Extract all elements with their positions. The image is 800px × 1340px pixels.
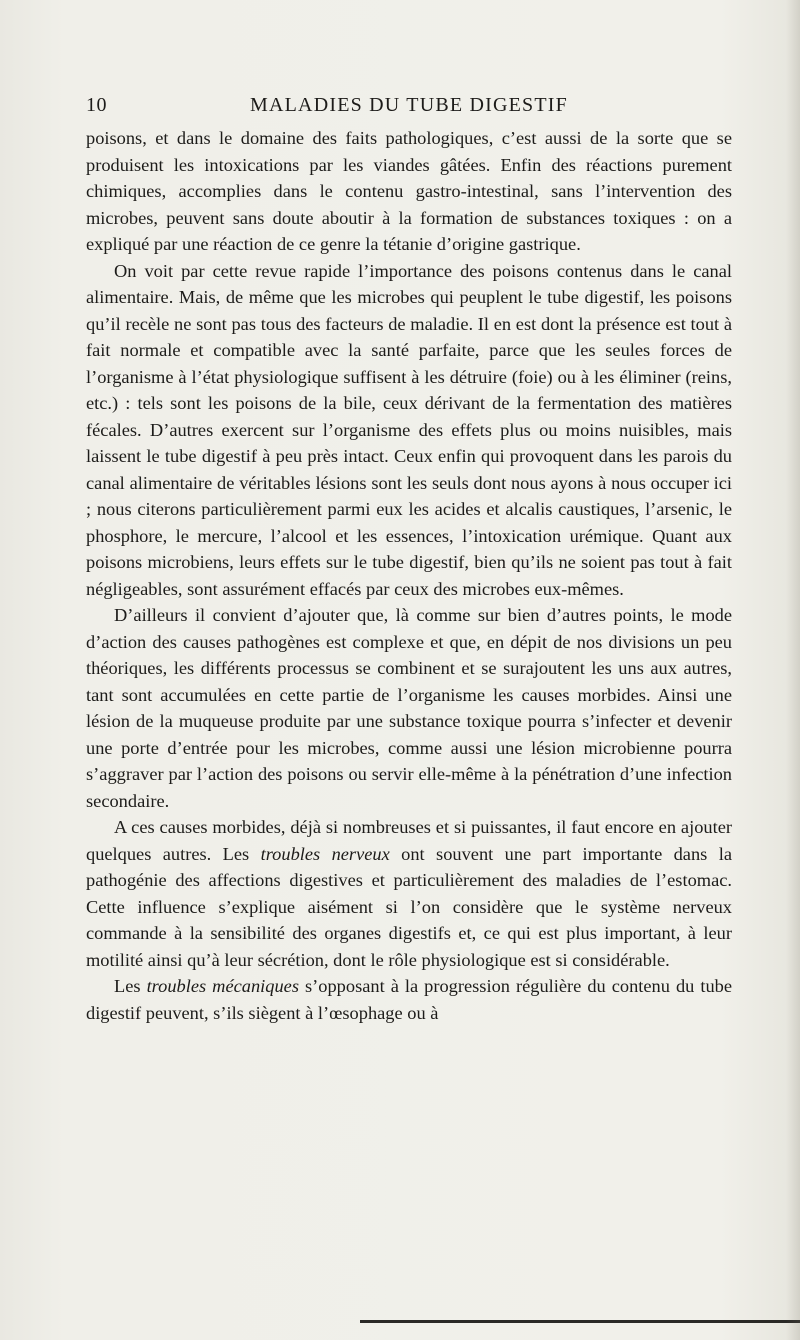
body-text — [86, 125, 732, 1026]
paragraph — [86, 814, 732, 973]
italic-term: troubles mécaniques — [146, 976, 299, 996]
text-run: Les — [114, 976, 147, 996]
text-run: On voit par cette revue rapide l’importance des poisons contenus dans le canal alimentaire. Mais, de même que les microbes qui peuplent le tube digestif, les poisons qu’il recèle ne sont pas tous des facteurs de maladie. Il en est dont la présence est tout à fait normale et compatible avec la santé parfaite, parce que les seules forces de l’organisme à l’état physiologique suffisent à les détruire (foie) ou à les éliminer (reins, etc.) : tels sont les poisons de la bile, ceux dérivant de la fermentation des matières fécales. D’autres exercent sur l’organisme des effets plus ou moins nuisibles, mais laissent le tube digestif à peu près intact. Ceux enfin qui provoquent dans les parois du canal alimentaire de véritables lésions sont les seuls dont nous ayons à nous occuper ici ; nous citerons particulièrement parmi eux les acides et alcalis caustiques, l’arsenic, le phosphore, le mercure, l’alcool et les essences, l’intoxication urémique. Quant aux poisons microbiens, leurs effets sur le tube digestif, bien qu’ils ne soient pas tout à fait négligeables, sont assurément effacés par ceux des microbes eux-mêmes. — [86, 260, 732, 599]
text-run: poisons, et dans le domaine des faits pathologiques, c’est aussi de la sorte que se produisent les intoxications par les viandes gâtées. Enfin des réactions purement chimiques, accomplies dans le contenu gastro-intestinal, sans l’intervention des microbes, peuvent sans doute aboutir à la formation de substances toxiques : on a expliqué par une réaction de ce genre la tétanie d’origine gastrique. — [86, 128, 732, 254]
text-run: A ces causes morbides, déjà si nombreuses et si puissantes, il faut encore en ajouter quelques autres. Les — [86, 817, 732, 864]
paragraph — [86, 973, 732, 1026]
text-run: D’ailleurs il convient d’ajouter que, là comme sur bien d’autres points, le mode d’action des causes pathogènes est complexe et que, en dépit de nos divisions un peu théoriques, les différents processus se combinent et se surajoutent les uns aux autres, tant sont accumulées en cette partie de l’organisme les causes morbides. Ainsi une lésion de la muqueuse produite par une substance toxique pourra s’infecter et devenir une porte d’entrée pour les microbes, comme aussi une lésion microbienne pourra s’aggraver par l’action des poisons ou servir elle-même à la pénétration d’une infection secondaire. — [86, 605, 732, 811]
running-title: MALADIES DU TUBE DIGESTIF — [250, 94, 568, 116]
paragraph — [86, 258, 732, 603]
paragraph — [86, 602, 732, 814]
page-edge-shadow — [786, 0, 800, 1340]
bottom-rule — [360, 1320, 800, 1323]
page-number: 10 — [86, 94, 107, 116]
page-header — [86, 94, 732, 118]
text-run: ont souvent une part importante dans la pathogénie des affections digestives et particulièrement des maladies de l’estomac. Cette influence s’explique aisément si l’on considère que le système nerveux commande à la sensibilité des organes digestifs et, ce qui est plus important, à leur motilité ainsi qu’à leur sécrétion, dont le rôle physiologique est si considérable. — [86, 843, 732, 970]
text-run: s’opposant à la progression régulière du contenu du tube digestif peuvent, s’ils siègent à l’œsophage ou à — [86, 976, 732, 1023]
paragraph — [86, 125, 732, 258]
italic-term: troubles nerveux — [260, 843, 390, 864]
